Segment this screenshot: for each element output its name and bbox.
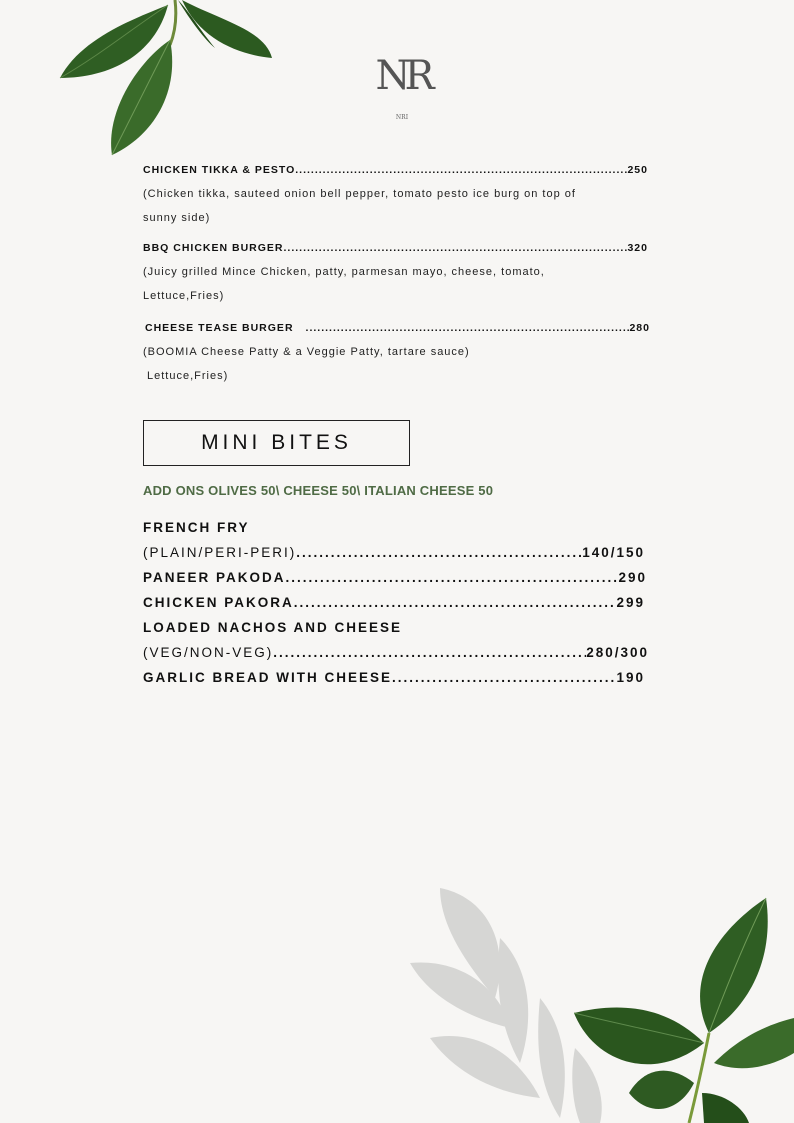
item-price: 290 <box>618 570 647 585</box>
item-price: 280 <box>629 322 650 334</box>
item-description-line-1: (BOOMIA Cheese Patty & a Veggie Patty, tartare sauce) <box>143 346 470 358</box>
dot-leader <box>392 670 616 685</box>
item-price: 140/150 <box>582 545 645 560</box>
dot-leader <box>294 595 617 610</box>
item-description-line-2: Lettuce,Fries) <box>147 370 229 382</box>
item-description-line-1: (Juicy grilled Mince Chicken, patty, parmesan mayo, cheese, tomato, <box>143 266 545 278</box>
dot-leader <box>306 322 630 334</box>
item-description-line-1: (Chicken tikka, sauteed onion bell pepper, tomato pesto ice burg on top of <box>143 188 576 200</box>
item-name: CHEESE TEASE BURGER <box>145 322 294 334</box>
menu-item-cheese-tease-burger <box>145 322 650 334</box>
item-name: GARLIC BREAD WITH CHEESE <box>143 670 393 685</box>
item-price: 299 <box>616 595 645 610</box>
menu-item-french-fry: FRENCH FRY <box>143 520 250 535</box>
dot-leader <box>284 242 628 254</box>
section-heading-mini-bites <box>143 420 410 466</box>
dot-leader <box>273 645 586 660</box>
menu-item-garlic-bread <box>143 670 645 685</box>
menu-item-paneer-pakoda <box>143 570 647 585</box>
dot-leader <box>296 545 582 560</box>
logo-subtext: NRI <box>395 114 409 121</box>
item-price: 280/300 <box>586 645 649 660</box>
item-name: CHICKEN TIKKA & PESTO <box>143 164 296 176</box>
item-price: 190 <box>616 670 645 685</box>
restaurant-logo <box>372 52 432 130</box>
menu-item-nachos-variant <box>143 645 649 660</box>
item-variant: (VEG/NON-VEG) <box>143 645 274 660</box>
menu-item-chicken-tikka-pesto <box>143 164 648 176</box>
logo-monogram: NR <box>375 53 429 99</box>
menu-item-chicken-pakora <box>143 595 645 610</box>
item-description-line-2: Lettuce,Fries) <box>143 290 225 302</box>
leaf-decoration-bottom-right <box>574 893 794 1123</box>
menu-item-french-fry-variant <box>143 545 645 560</box>
dot-leader <box>286 570 619 585</box>
leaf-decoration-top-left <box>50 0 290 165</box>
item-price: 320 <box>627 242 648 254</box>
menu-item-bbq-chicken-burger <box>143 242 648 254</box>
menu-item-loaded-nachos: LOADED NACHOS AND CHEESE <box>143 620 403 635</box>
item-price: 250 <box>627 164 648 176</box>
item-variant: (PLAIN/PERI-PERI) <box>143 545 297 560</box>
item-name: CHICKEN PAKORA <box>143 595 294 610</box>
item-description-line-2: sunny side) <box>143 212 211 224</box>
dot-leader <box>295 164 627 176</box>
item-name: BBQ CHICKEN BURGER <box>143 242 284 254</box>
item-name: PANEER PAKODA <box>143 570 286 585</box>
section-title: MINI BITES <box>201 431 352 454</box>
addons-note: ADD ONS OLIVES 50\ CHEESE 50\ ITALIAN CHEESE 50 <box>143 483 494 498</box>
